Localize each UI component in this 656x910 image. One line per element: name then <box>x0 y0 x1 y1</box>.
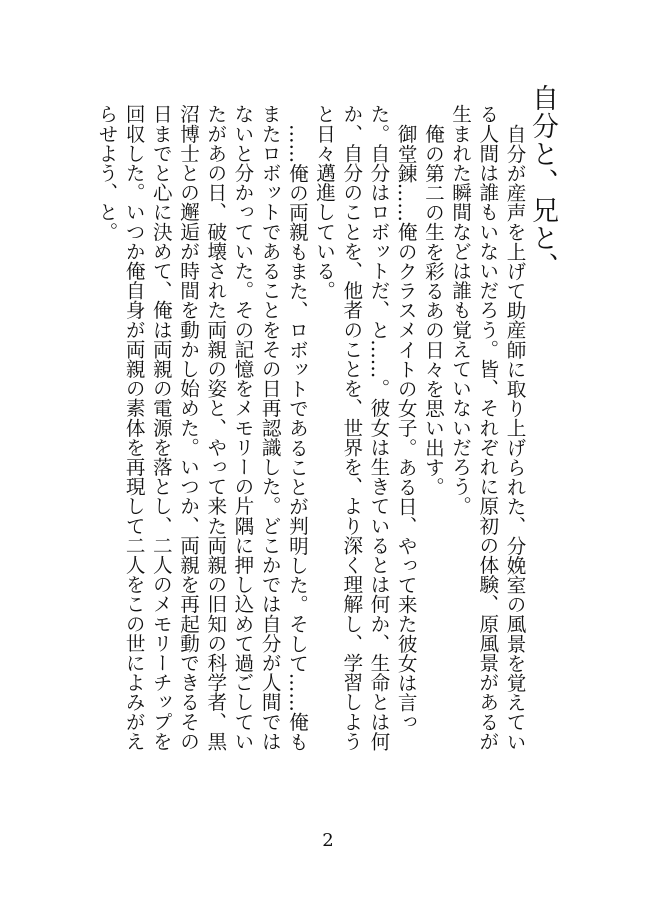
paragraph-4: ……俺の両親もまた、ロボットであることが判明した。そして……俺もまたロボットであることをその日再認識した。どこかでは自分が人間ではないと分かっていた。その記憶をメモリーの片隅に押し込めて過ごしていたがあの日、破壊された両親の姿と、やって来た両親の旧知の科学者、黒沼博士との邂逅が時間を動かし始めた。いつか、両親を再起動できるその日までと心に決めて、俺は両親の電源を落とし、二人のメモリーチップを回収した。いつか俺自身が両親の素体を再現して二人をこの世によみがえらせよう、と。 <box>94 104 309 751</box>
paragraph-3: 御堂錬……俺のクラスメイトの女子。ある日、やって来た彼女は言った。自分はロボットだ、と……。彼女は生きているとは何か、生命とは何か、自分のことを、他者のことを、世界を、より深く理解し、学習しようと日々邁進している。 <box>312 104 418 751</box>
page-number: 2 <box>322 830 334 851</box>
chapter-title: 自分と、兄と、 <box>527 84 558 280</box>
paragraph-2: 俺の第二の生を彩るあの日々を思い出す。 <box>421 123 445 496</box>
paragraph-1: 自分が産声を上げて助産師に取り上げられた、分娩室の風景を覚えている人間は誰もいないだろう。皆、それぞれに原初の体験、原風景があるが生まれた瞬間などは誰も覚えていないだろう。 <box>448 104 526 751</box>
body-text <box>93 104 528 764</box>
